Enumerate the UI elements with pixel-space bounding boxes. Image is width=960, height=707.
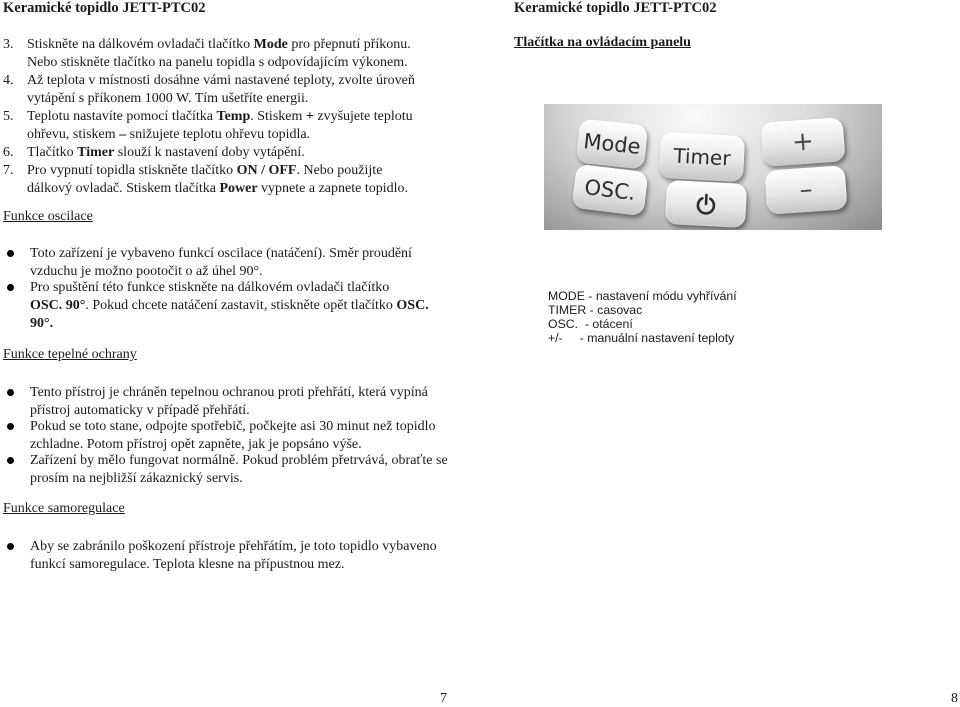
bold-text: + — [306, 109, 314, 124]
bold-text: 90°. — [30, 316, 53, 331]
legend-timer: TIMER - casovac — [548, 303, 737, 317]
text-run: . Stiskem — [250, 109, 306, 124]
step-line — [3, 108, 413, 125]
text-run: Teplotu nastavíte pomocí tlačítka — [27, 109, 217, 124]
step-number: 5. — [3, 108, 27, 125]
plus-button — [761, 117, 846, 167]
text-run: slouží k nastavení doby vytápění. — [114, 145, 305, 160]
text-run: snižujete teplotu ohřevu topidla. — [126, 127, 310, 142]
page-number-left: 7 — [440, 690, 447, 707]
bold-text: – — [119, 127, 126, 142]
legend-plus-minus: +/- - manuální nastavení teploty — [548, 331, 737, 345]
bullet-line — [30, 452, 448, 469]
bullet-line — [30, 245, 412, 262]
bold-text: OSC. 90° — [30, 298, 85, 313]
text-run: prosím na nejbližší zákaznický servis. — [30, 471, 243, 486]
bold-text: Timer — [77, 145, 114, 160]
step-line — [3, 126, 310, 143]
bullet-icon — [7, 543, 14, 550]
text-run: Stiskněte na dálkovém ovladači tlačítko — [27, 37, 254, 52]
bullet-icon — [7, 250, 14, 257]
text-run: vzduchu je možno pootočit o až úhel 90°. — [30, 264, 263, 279]
bullet-line — [30, 263, 263, 280]
text-run: . Pokud chcete natáčení zastavit, stiskněte opět tlačítko — [85, 298, 396, 313]
bullet-line — [30, 402, 250, 419]
step-number: 6. — [3, 144, 27, 161]
step-number: 3. — [3, 36, 27, 53]
text-run: přístroj automaticky v případě přehřátí. — [30, 403, 250, 418]
step-line — [3, 54, 408, 71]
bullet-icon — [7, 389, 14, 396]
step-number: 4. — [3, 72, 27, 89]
bullet-icon — [7, 284, 14, 291]
mode-button-label: Mode — [576, 119, 648, 170]
bold-text: OSC. — [396, 298, 428, 313]
mode-button — [576, 119, 648, 170]
step-line — [3, 72, 415, 89]
text-run: Toto zařízení je vybaveno funkcí oscilace (natáčení). Směr proudění — [30, 246, 412, 261]
minus-button — [765, 165, 848, 214]
text-run: Pro spuštění této funkce stiskněte na dálkovém ovladači tlačítko — [30, 280, 389, 295]
text-run: ohřevu, stiskem — [27, 127, 119, 142]
step-line — [3, 180, 408, 197]
text-run: vytápění s příkonem 1000 W. Tím ušetříte energii. — [27, 91, 308, 106]
bullet-icon — [7, 423, 14, 430]
right-page-subtitle: Tlačítka na ovládacím panelu — [514, 34, 691, 51]
bullet-line — [30, 538, 437, 555]
bullet-line — [30, 470, 243, 487]
button-legend — [548, 289, 737, 345]
text-run: dálkový ovladač. Stiskem tlačítka — [27, 181, 219, 196]
power-button — [665, 180, 747, 228]
bullet-line — [30, 297, 429, 314]
right-page-header: Keramické topidlo JETT-PTC02 — [514, 0, 716, 17]
timer-button — [659, 132, 745, 182]
section-title-oscillation: Funkce oscilace — [3, 208, 93, 225]
bullet-line — [30, 279, 389, 296]
step-line — [3, 36, 411, 53]
step-number: 7. — [3, 162, 27, 179]
bullet-line — [30, 436, 362, 453]
power-icon — [694, 192, 717, 215]
text-run: . Nebo použijte — [296, 163, 382, 178]
text-run: Až teplota v místnosti dosáhne vámi nastavené teploty, zvolte úroveň — [27, 73, 415, 88]
text-run: Aby se zabránilo poškození přístroje přehřátím, je toto topidlo vybaveno — [30, 539, 437, 554]
text-run: Pro vypnutí topidla stiskněte tlačítko — [27, 163, 237, 178]
section-title-selfreg: Funkce samoregulace — [3, 500, 125, 517]
osc-button — [572, 164, 649, 216]
bold-text: Temp — [217, 109, 251, 124]
bullet-line — [30, 384, 428, 401]
bullet-line — [30, 315, 53, 332]
text-run: zvyšujete teplotu — [314, 109, 413, 124]
bullet-icon — [7, 457, 14, 464]
step-line — [3, 162, 382, 179]
bold-text: Mode — [254, 37, 288, 52]
osc-button-label: OSC. — [572, 164, 649, 216]
text-run: Tento přístroj je chráněn tepelnou ochranou proti přehřátí, která vypíná — [30, 385, 428, 400]
text-run: zchladne. Potom přístroj opět zapněte, jak je popsáno výše. — [30, 437, 362, 452]
section-title-thermal: Funkce tepelné ochrany — [3, 346, 137, 363]
control-panel-photo — [544, 104, 882, 230]
left-page-header: Keramické topidlo JETT-PTC02 — [3, 0, 205, 17]
bullet-line — [30, 556, 344, 573]
bold-text: Power — [219, 181, 257, 196]
legend-osc: OSC. - otácení — [548, 317, 737, 331]
plus-button-label: + — [761, 117, 846, 167]
timer-button-label: Timer — [659, 132, 745, 182]
legend-mode: MODE - nastavení módu vyhřívání — [548, 289, 737, 303]
text-run: Pokud se toto stane, odpojte spotřebič, počkejte asi 30 minut než topidlo — [30, 419, 436, 434]
page-number-right: 8 — [951, 690, 958, 707]
bold-text: ON / OFF — [237, 163, 297, 178]
text-run: Zařízení by mělo fungovat normálně. Pokud problém přetrvává, obraťte se — [30, 453, 448, 468]
text-run: vypnete a zapnete topidlo. — [258, 181, 408, 196]
minus-button-label: – — [765, 165, 848, 214]
step-line — [3, 144, 305, 161]
text-run: funkcí samoregulace. Teplota klesne na přípustnou mez. — [30, 557, 344, 572]
step-line — [3, 90, 308, 107]
bullet-line — [30, 418, 436, 435]
text-run: Tlačítko — [27, 145, 77, 160]
text-run: pro přepnutí příkonu. — [288, 37, 411, 52]
text-run: Nebo stiskněte tlačítko na panelu topidla s odpovídajícím výkonem. — [27, 55, 408, 70]
